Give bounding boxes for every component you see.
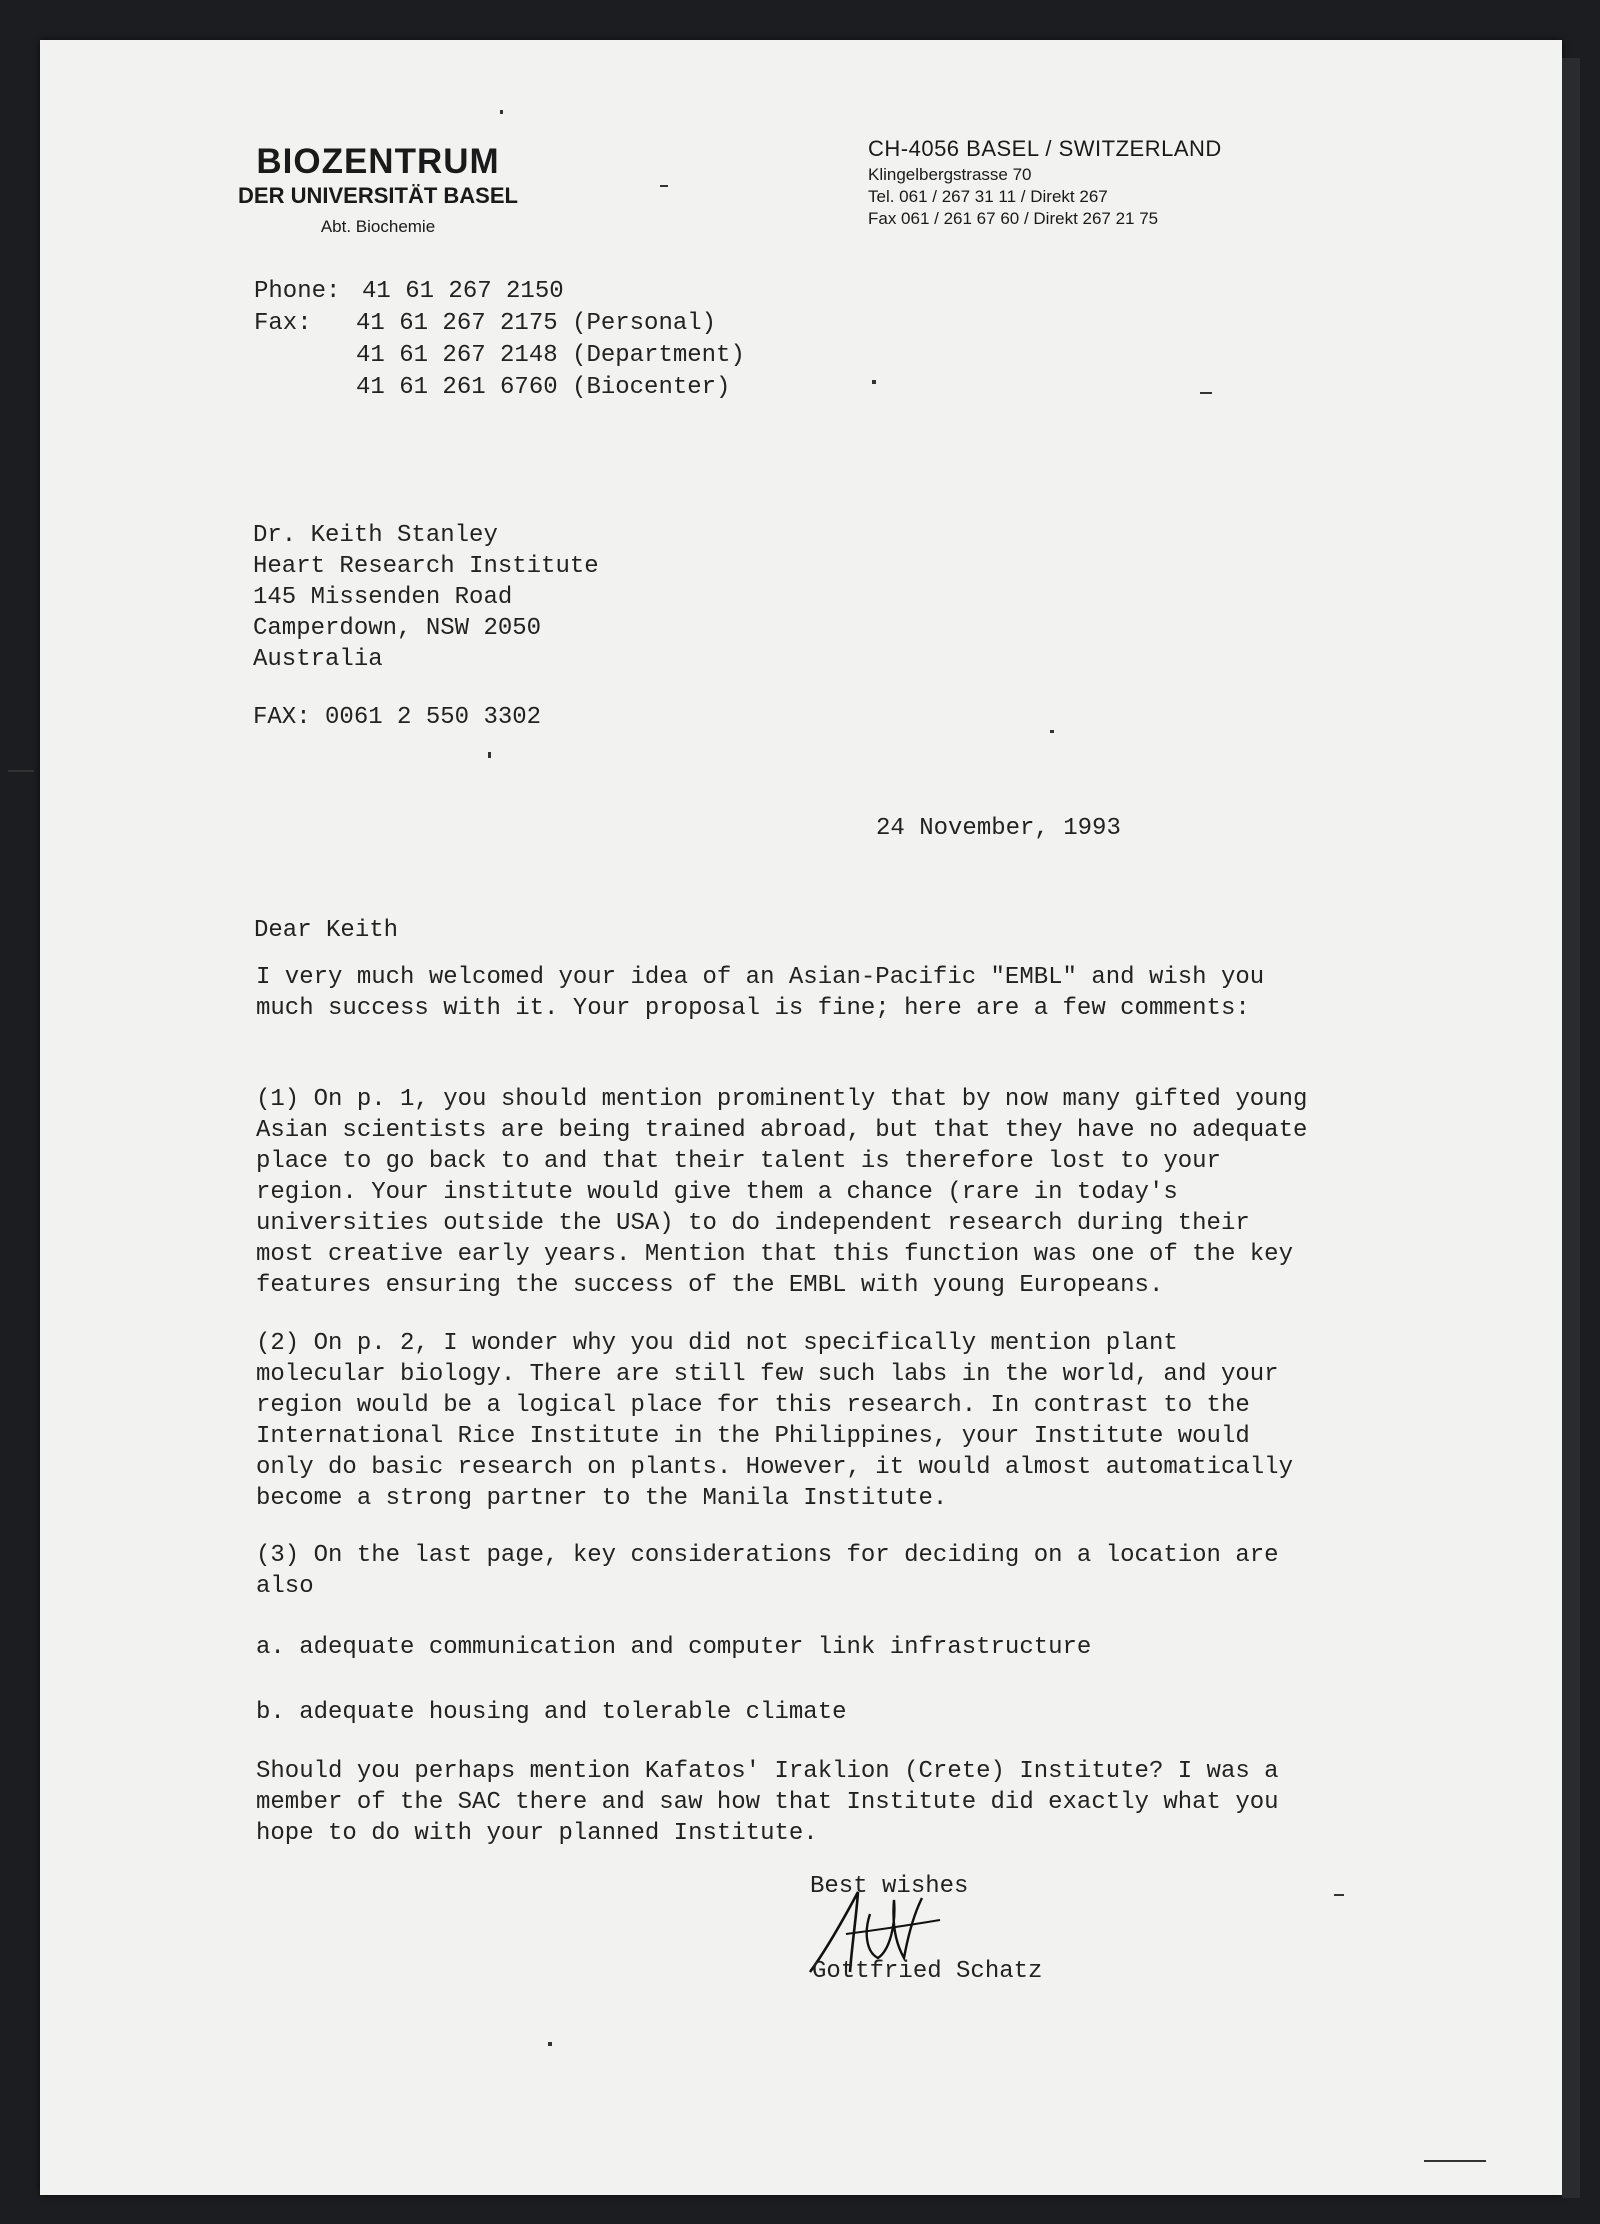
department-name: Abt. Biochemie (320, 217, 436, 236)
recipient-street: 145 Missenden Road (253, 584, 513, 611)
body-paragraph-point-2: (2) On p. 2, I wonder why you did not specifically mention plant molecular biology. There are still few such labs in the world, and your region would be a logical place for this research. In contrast to the International Rice Institute in the Philippines, your Institute would only do basic research on plants. However, it would almost automatically become a strong partner to the Manila Institute. (256, 1330, 1293, 1512)
stray-mark (660, 185, 668, 187)
letterhead-city: CH-4056 BASEL / SWITZERLAND (868, 136, 1222, 161)
letterhead-left (188, 142, 568, 240)
body-item-a: a. adequate communication and computer link infrastructure (256, 1634, 1092, 1661)
stray-mark (872, 380, 876, 384)
stray-mark (1050, 730, 1054, 733)
stray-mark (500, 110, 503, 114)
phone-number: 41 61 267 2150 (362, 278, 564, 305)
recipient-institute: Heart Research Institute (253, 553, 599, 580)
body-paragraph-point-1: (1) On p. 1, you should mention prominently that by now many gifted young Asian scientists are being trained abroad, but that they have no adequate place to go back to and that their talent is therefore lost to your region. Your institute would give them a chance (rare in today's universities outside the USA) to do independent research during their most creative early years. Mention that this function was one of the key features ensuring the success of the EMBL with young Europeans. (256, 1086, 1308, 1299)
letter-date: 24 November, 1993 (876, 815, 1121, 842)
body-paragraph-closing: Should you perhaps mention Kafatos' Iraklion (Crete) Institute? I was a member of the SAC there and saw how that Institute did exactly what you hope to do with your planned Institute. (256, 1758, 1279, 1847)
recipient-fax: FAX: 0061 2 550 3302 (253, 704, 542, 731)
stray-mark (1424, 2160, 1486, 2162)
fax-label: Fax: (254, 310, 312, 337)
fax-line-biocenter: 41 61 261 6760 (Biocenter) (356, 374, 731, 401)
recipient-name: Dr. Keith Stanley (253, 522, 498, 549)
university-name: DER UNIVERSITÄT BASEL (238, 183, 518, 208)
letterhead-tel: Tel. 061 / 267 31 11 / Direkt 267 (868, 187, 1108, 206)
fax-line-department: 41 61 267 2148 (Department) (356, 342, 745, 369)
stray-mark (8, 770, 34, 772)
stray-mark (548, 2042, 552, 2046)
recipient-country: Australia (253, 646, 383, 673)
letterhead-street: Klingelbergstrasse 70 (868, 165, 1032, 184)
letterhead-fax: Fax 061 / 261 67 60 / Direkt 267 21 75 (868, 209, 1159, 228)
stray-mark (1334, 1894, 1344, 1896)
closing: Best wishes (810, 1873, 969, 1900)
page-edge (1562, 58, 1580, 2198)
body-paragraph-point-3: (3) On the last page, key considerations for deciding on a location are also (256, 1542, 1279, 1600)
body-item-b: b. adequate housing and tolerable climate (256, 1699, 847, 1726)
letterhead-right (868, 134, 1288, 230)
signer-name: Gottfried Schatz (812, 1958, 1043, 1985)
phone-label: Phone: (254, 278, 341, 305)
stray-mark (488, 752, 491, 758)
body-paragraph-intro: I very much welcomed your idea of an Asian-Pacific "EMBL" and wish you much success with it. Your proposal is fine; here are a few comments: (256, 964, 1265, 1022)
salutation: Dear Keith (254, 917, 399, 944)
institution-name: BIOZENTRUM (256, 142, 500, 181)
recipient-city: Camperdown, NSW 2050 (253, 615, 542, 642)
fax-line-personal: 41 61 267 2175 (Personal) (356, 310, 717, 337)
stray-mark (1200, 392, 1212, 394)
